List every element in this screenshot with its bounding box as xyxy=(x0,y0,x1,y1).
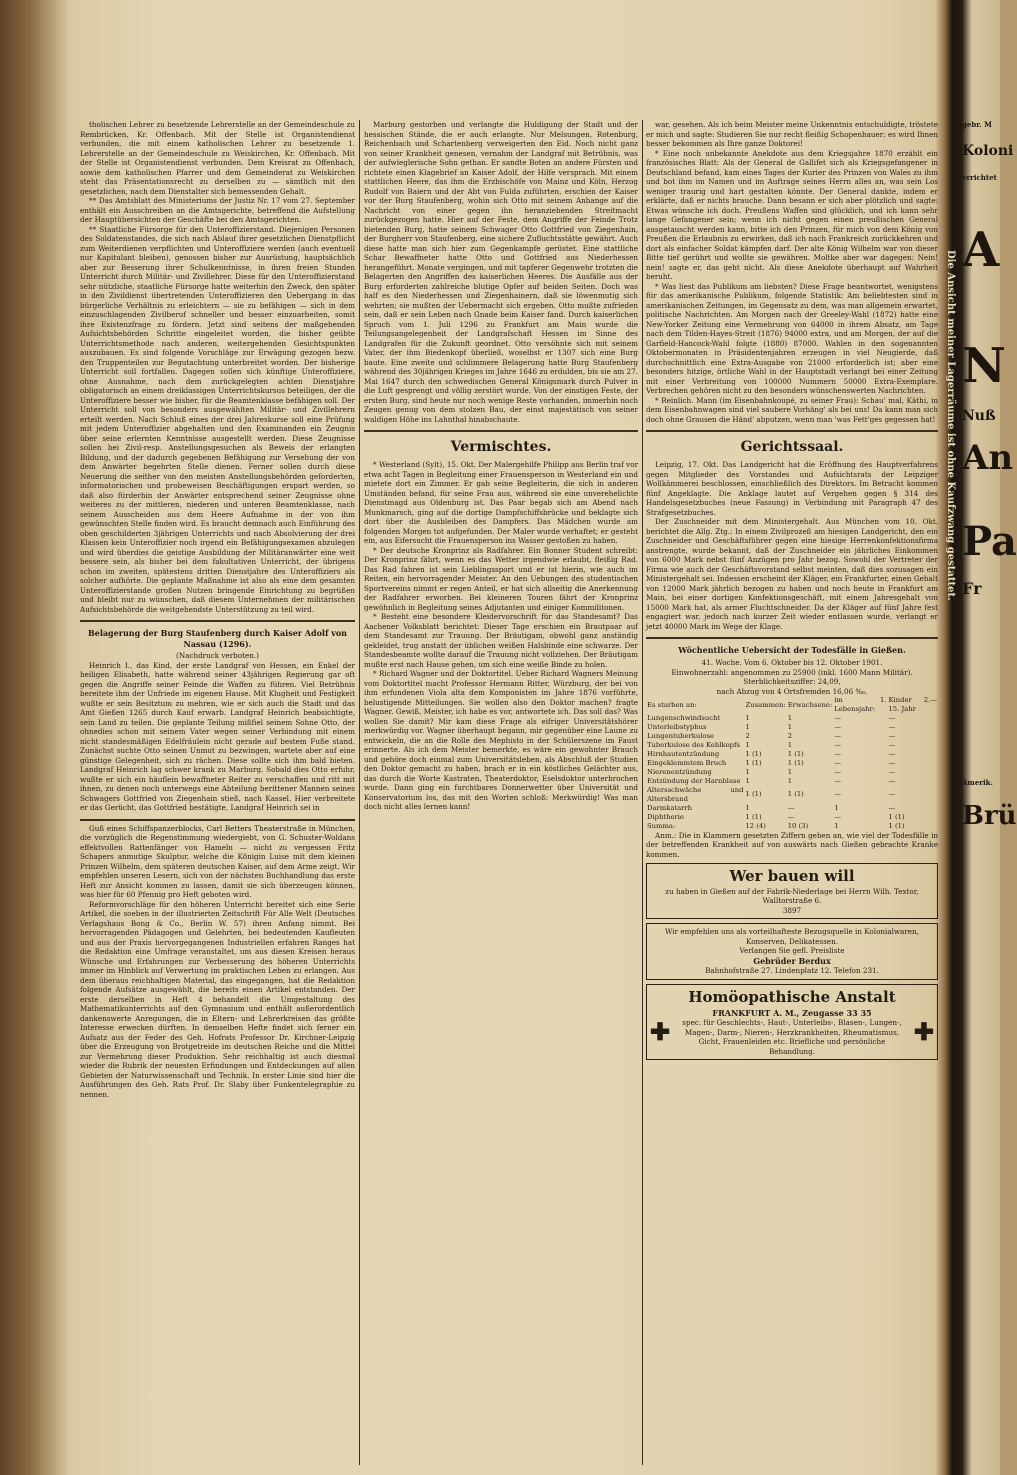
margin-text: Pa xyxy=(962,518,1017,565)
ad-title: Homöopathische Anstalt xyxy=(688,987,896,1006)
paragraph: Reformvorschläge für den höheren Unterricht bereitet sich eine Serie Artikel, die soeben in der illustrierten Zeitschrift Für Alle Welt (Deutsches Verlagshaus Bong & Co., Berlin W. 57) ihren Anfang nimmt. Bei hervorragenden Pädagogen und Gelehrten, bei bedeutenden Kaufleuten und aus der Praxis hervorgegangenen Industriellen erfahren Ranges hat die Redaktion eine Umfrage veranstaltet, um aus diesen Kreisen heraus Wünsche und Erfahrungen zur Verbesserung des höheren Unterrichts immer im Hinblick auf Verwertung im praktischen Leben zu erlangen. Aus dem überaus reichhaltigen Material, das eingegangen, hat die Redaktion folgende Aufsätze ausgewählt, die bereits einen Artikel entstanden. Der erste derselben in Heft 4 behandelt die Umgestaltung des Mathematikunterrichts auf den Gymnasium und enthält außerordentlich dankenswerte Anregungen, die in Eltern- und Lehrerkreisen das größte Interesse erwecken dürften. In demselben Hefte findet sich ferner ein Aufsatz aus der Feder des Geh. Hofrats Professor Dr. Kirchner-Leipzig über die Erzeugung von Brotgetreide im deutschen Reiche und die Mittel zur Vermehrung dieser Produktion. Sehr reichhaltig ist auch diesmal wieder die Rubrik der neuesten Erfindungen und Entdeckungen auf allen Gebieten der Naturwissenschaft und Technik. In erster Linie sind hier die Ausführungen des Geh. Rats Prof. Dr. Slaby über Funkentelegraphie zu nennen. xyxy=(80,899,355,1099)
column-rule xyxy=(642,120,643,1465)
table-cell: Altersschwäche und Altersbrand xyxy=(647,785,744,803)
table-cell: Diphtherie xyxy=(647,812,684,821)
table-row xyxy=(646,723,938,732)
table-cell: — xyxy=(888,722,896,731)
column-1 xyxy=(80,120,355,1465)
table-cell: — xyxy=(834,731,841,740)
table-cell: Lungentuberkulose xyxy=(647,731,715,740)
table-cell: 1 xyxy=(745,740,750,749)
divider xyxy=(80,819,355,821)
table-cell: — xyxy=(834,790,841,799)
table-cell: 1 xyxy=(745,776,750,785)
ad-address: Bahnhofstraße 27. Lindenplatz 12. Telefon 231. xyxy=(705,966,879,976)
advertisement-grocer xyxy=(646,923,938,980)
paragraph: ** Staatliche Fürsorge für den Unteroffizierstand. Diejenigen Personen des Soldatenstandes, die sich nach Ablauf ihrer gesetzlichen Dienstpflicht zum Weiterdienen verpflichten und Unteroffiziere werden (auch eventuell nur Kapitulant bleiben), genossen bisher zur Ausrüstung, hauptsächlich aber zur Besserung ihrer Schulkenntnisse, in ihren freien Stunden Unterricht durch Militär- und Zivillehrer. Diese für den Unteroffizierstand sehr nützliche, staatliche Fürsorge hatte weiterhin den Zweck, den später in den Zivildienst übertretenden Unteroffizieren den Uebergang in das bürgerliche Verhältnis zu erleichtern — sie zu befähigen — sich in dem einzuschlagenden Zivilberuf schneller und besser einzuarbeiten, somit ihre Existenzfrage zu fördern. Jetzt sind seitens der maßgebenden Aufsichtsbehörden Schritte eingeleitet worden, die bisher geübte Unterrichtsmethode nach anderen, weitergehenden Gesichtspunkten auszubauen. Es sind folgende Vorschläge zur Erwägung gezogen bezw. den Truppenteilen zur Begutachtung unterbreitet worden. Der bisherige Unterricht soll fortfallen. Dagegen sollen sich künftige Unteroffiziere, ohne Ausnahme, nach dem zurückgelegten achten Dienstjahre obligatorisch an einem dreiklassigen Unterrichtskursus beteiligen, der die Unteroffiziere besser wie bisher, für die Beamtenklasse befähigen soll. Der Unterricht soll von besonders ausgewählten Militär- und Zivillehrern erteilt werden. Nach Schluß eines der drei Jahreskurse soll eine Prüfung mit jedem Unteroffizier abgehalten und den Examinanden ein Zeugnis über seine erlernten Kenntnisse ausgestellt werden. Diese Zeugnisse sollen bei Zivil-resp. Anstellungsgesuchen als Beweis der erlangten Bildung, und der dadurch gegebenen Befähigung zur Versehung der von dem Anwärter begehrten Stelle dienen. Ferner sollen durch diese Neuerung die seither von den meisten Anstellungsbehörden geforderten, informatorischen und probeweisen Beschäftigungen erspart werden, so daß also fürderhin der Anwärter entsprechend seiner Zeugnisse ohne weiteres zu der mittleren, niederen und unteren Beamtenklasse, nach seinem Ausscheiden aus dem Heere Aufnahme in der von ihm gewünschten Stelle finden wird. Es braucht demnach auch Einführung des oben geschilderten 3jährigen Unterrichts und nach Absolvierung der drei Klassen kein Unteroffizier noch irgend ein Befähigungsexamen abzulegen und wird überdies die geistige Ausbildung der Militäranwärter eine weit bessere sein, als bisher bei dem fakultativen Unterricht, der übrigens schon im zweiten, spätestens dritten Dienstjahre des Unteroffiziers als solcher aufhörte. Die geplante Maßnahme ist also als eine dem gesamten Unteroffizierstande großen Nutzen bringende Einrichtung zu begrüßen und bleibt nur zu wünschen, daß diesem Unternehmen der militärischen Aufsichtsbehörde die weitgehendste Unterstützung zu teil wird. xyxy=(80,224,355,614)
table-cell: 1 xyxy=(787,767,793,776)
table-row xyxy=(646,822,938,831)
story-note: (Nachdruck verboten.) xyxy=(176,651,259,661)
table-cell: 1 (1) xyxy=(745,790,762,799)
table-cell: — xyxy=(834,740,841,749)
table-row xyxy=(646,777,938,786)
table-cell: — xyxy=(787,812,795,821)
deaths-population-note: nach Abzug von 4 Ortsfremden 16,06 ‰. xyxy=(716,686,868,696)
table-cell: 12 (4) xyxy=(745,821,766,830)
table-cell: 2 xyxy=(787,731,793,740)
table-row xyxy=(646,759,938,768)
deaths-population: Einwohnerzahl: angenommen zu 25900 (inkl. 1600 Mann Militär). Sterblichkeitsziffer: 24,09, xyxy=(671,667,913,687)
table-cell: Darmkatarrh xyxy=(647,803,693,812)
margin-text: A xyxy=(962,222,1000,278)
table-cell: 1 xyxy=(745,713,750,722)
paragraph: Guß eines Schiffspanzerblocks, Carl Betters Theaterstraße in München, die vorzüglich die Regenstimmung wiedergiebt, von G. Schuster-Woldans effektvollen Rattenfänger von Hameln — nicht zu vergessen Fritz Schapers anmutige Skulptur, welche die Königin Luise mit dem kleinen Prinzen Wilhelm, dem späteren deutschen Kaiser, auf dem Arme zeigt. Wir empfehlen unseren Lesern, sich von der nächsten Buchhandlung das erste Heft zur Ansicht kommen zu lassen, damit sie sich überzeugen können, was hier für 60 Pfennig pro Heft geboten wird. xyxy=(80,823,355,900)
margin-text: Fr xyxy=(962,579,982,598)
margin-text: Koloni xyxy=(962,143,1014,159)
table-cell: — xyxy=(888,790,896,799)
table-header-row xyxy=(646,696,938,714)
ad-text: spec. für Geschlechts-, Haut-, Unterleibs-, Blasen-, Lungen-, Magen-, Darm-, Nieren-, Herzkrankheiten, Rheumatismus, Gicht, Frauenleiden etc. Briefliche und persönliche Behandlung. xyxy=(682,1018,902,1056)
table-cell: Summa: xyxy=(647,821,676,830)
paragraph: * Was liest das Publikum am liebsten? Diese Frage beantwortet, wenigstens für das amerikanische Publikum, folgende Statistik: Am beliebtesten sind in amerikanischen Zeitungen, im Gegensatz zu dem, was man allgemein erwartet, politische Nachrichten. Am Morgen nach der Greeley-Wahl (1872) hatte eine New-Yorker Zeitung eine Vermehrung von 64000 in ihrem Absatz, am Tage nach dem Tilden-Hayes-Streit (1876) 94000 extra, und am Morgen, der auf die Garfield-Hancock-Wahl folgte (1880) 87000. Wahlen in den sogenannten Oktobermonaten in Präsidentenjahren erzeugen in viel Neugierde, daß durchschnittlich eine Extra-Ausgabe von 21000 erforderlich ist; aber eine besonders hitzige, örtliche Wahl in der Hauptstadt verlangt bei einer Zeitung mit einer Verbreitung von 100000 Nummern 50000 Extra-Exemplare. Verbrechen gehören nicht zu den besonders wünschenswerten Nachrichten. xyxy=(646,281,938,395)
cross-icon: ✚ xyxy=(650,1016,671,1046)
table-row xyxy=(646,732,938,741)
ad-text: Verlangen Sie gefl. Preisliste xyxy=(739,946,845,956)
paragraph: tholischen Lehrer zu besetzende Lehrerstelle an der Gemeindeschule zu Rembrücken, Kr. Offenbach. Mit der Stelle ist Organistendienst verbunden, die mit einem katholischen Lehrer zu besetzende 1. Lehrerstelle an der Gemeindeschule zu Weiskirchen, Kr. Offenbach. Mit der Stelle ist Organistendienst verbunden. Dem Kreisrat zu Offenbach, sowie dem katholischen Pfarrer und dem Gemeinderat zu Weiskirchen steht das Präsentationsrecht zu derselben zu — sämtlich mit den gesetzlichen, nach dem Dienstalter sich bemessenden Gehalt. xyxy=(80,120,355,196)
table-cell: 1 xyxy=(787,740,793,749)
table-cell: — xyxy=(888,767,896,776)
margin-text: errichtet xyxy=(962,173,997,182)
paragraph: * Eine noch unbekannte Anekdote aus dem Kriegsjahre 1870 erzählt ein französisches Blatt: Als der General de Gallifet sich als Kriegsgefangener in Deutschland befand, kam eines Tages der Kurier des Prinzen von Wales zu ihm und bot ihm im Namen und im Auftrage seines Herrn alles an, was sein Los weniger traurig und hart gestalten könnte. Der General dankte, indem er erklärte, daß er nichts brauche. Dann besann er sich aber plötzlich und sagte: Etwas wünsche ich doch. Preußens Waffen sind glücklich, und ich kann sehr lange Gefangener sein; wenn ich nicht gegen einen preußischen General ausgetauscht werden kann, bitte ich den Prinzen, für mich von dem König von Preußen die Erlaubnis zu erwirken, daß ich nach Frankreich zurückkehren und dort als einfacher Soldat kämpfen darf. Der alte König Wilhelm war von dieser Bitte tief gerührt und wollte sie gewähren. Moltke aber war dagegen: Nein! nein! sagte er, das geht nicht. Als diese Anekdote überhaupt auf Wahrheit beruht. xyxy=(646,148,938,281)
deaths-report xyxy=(646,645,938,859)
table-cell: — xyxy=(834,722,841,731)
table-cell: — xyxy=(834,767,841,776)
table-cell: 1 (1) xyxy=(745,758,762,767)
table-cell: — xyxy=(787,803,795,812)
deaths-table xyxy=(646,696,938,831)
deaths-week: 41. Woche. Vom 6. Oktober bis 12. Oktober 1901. xyxy=(701,658,883,668)
margin-text: Amerik. xyxy=(962,778,993,787)
table-cell: 10 (3) xyxy=(787,821,809,830)
newspaper-page xyxy=(80,120,938,1465)
column-header: Es starben an: xyxy=(647,700,697,709)
deaths-title: Wöchentliche Uebersicht der Todesfälle in Gießen. xyxy=(678,645,906,656)
table-cell: Lungenschwindsucht xyxy=(647,713,721,722)
ad-number: 3897 xyxy=(782,905,802,915)
table-cell: — xyxy=(888,803,896,812)
deaths-table-body xyxy=(646,714,938,831)
advertisement-builder xyxy=(646,863,938,919)
table-cell: 1 (1) xyxy=(888,821,905,830)
divider xyxy=(80,620,355,622)
column-header: Erwachsene: xyxy=(787,700,833,709)
table-cell: — xyxy=(834,758,841,767)
table-cell: — xyxy=(888,776,896,785)
table-cell: 1 (1) xyxy=(787,749,804,758)
table-cell: Eingeklemmtem Bruch xyxy=(647,758,727,767)
table-cell: 1 (1) xyxy=(745,812,762,821)
table-cell: Nierenentzündung xyxy=(647,767,712,776)
paragraph: war, gesehen. Als ich beim Meister meine Unkenntnis entschuldigte, tröstete er mich und sagte: Studieren Sie nur recht fleißig Schopenhauer; es wird Ihnen besser bekommen als Ihre ganze Doktorei! xyxy=(646,120,938,148)
column-3 xyxy=(646,120,938,1465)
paragraph: Leipzig, 17. Okt. Das Landgericht hat die Eröffnung des Hauptverfahrens gegen Mitglieder des Vorstandes und Aufsichtsrats der Leipziger Wollkämmerei beschlossen, einschließlich des Direktors. Im Betracht kommen fünf Angeklagte. Die Anklage lautet auf Vergehen gegen § 314 des Handelsgesetzbuches (neue Fassung) in Verbindung mit Paragraph 47 des Strafgesetzbuches. xyxy=(646,460,938,517)
story-title: Belagerung der Burg Staufenberg durch Kaiser Adolf von Nassau (1296). xyxy=(87,628,347,649)
divider xyxy=(646,430,938,432)
right-margin-ads xyxy=(962,120,1017,1420)
table-cell: — xyxy=(834,812,841,821)
table-cell: — xyxy=(888,749,896,758)
table-cell: — xyxy=(834,749,841,758)
column-rule xyxy=(359,120,360,1465)
section-title: Gerichtssaal. xyxy=(740,439,844,455)
deaths-note: Anm.: Die in Klammern gesetzten Ziffern geben an, wie viel der Todesfälle in der betreffenden Krankheit auf von auswärts nach Gießen gebrachte Kranke kommen. xyxy=(646,830,938,859)
table-row xyxy=(646,786,938,804)
column-header: im 1. Lebensjahr: xyxy=(834,696,887,713)
table-cell: 2 xyxy=(745,731,750,740)
table-cell: 1 xyxy=(834,803,839,812)
paragraph: * Westerland (Sylt), 15. Okt. Der Malergehilfe Philipp aus Berlin traf vor etwa acht Tagen in Begleitung einer Frauensperson in Westerland ein und mietete dort ein Zimmer. Er gab seine Begleiterin, die sich in anderen Umständen befand, für seine Frau aus, während sie eine unverehelichte Dienstmagd aus Oldenburg ist. Das Paar begab sich am Abend nach Munkmarsch, ging auf die dortige Dampfschiffsbrücke und beklagte sich dort über die Ausbleiben des Dampfers. Das Mädchen wurde am folgenden Morgen tot aufgefunden. Der Maler wurde verhaftet; er gesteht ein, aus Eifersucht die Frauensperson ins Wasser gestoßen zu haben. xyxy=(364,460,638,546)
table-cell: Tuberkulose des Kehlkopfs xyxy=(647,740,741,749)
section-title: Vermischtes. xyxy=(450,439,552,455)
table-row xyxy=(646,768,938,777)
table-cell: 1 xyxy=(787,713,793,722)
table-cell: 1 xyxy=(745,767,750,776)
paragraph: * Richard Wagner und der Doktortitel. Ueber Richard Wagners Meinung vom Doktortitel macht Professor Hermann Ritter, Würzburg, der bei von ihm erfundenen Viola alta dem Komponisten im Jahre 1876 vorführte, belustigende Mitteilungen. Sie wollen also den Doktor machen? fragte Wagner. Gewiß, Meister, ich habe es vor, antwortete ich. Das soll das? Was wollen Sie damit? Mir kam diese Frage als eifriger Universitätshörer merkwürdig vor. Wagner überhaupt begann, mir gegenüber eine Laune zu entwickeln, die an die Rolle des Mephisto in der Schülerszene im Faust erinnerte. Als ich dem Meister bemerkte, es wäre ein gewohnter Brauch und gehöre doch einmal zum Universitätsleben, als Abschluß der Studien den Doktor gemacht zu haben, brach er in ein köstliches Gelächter aus, das durch die Worte Kastraten, Theaterdoktor, Eselsdoktor unterbrochen wurde. Dann ging ein furchtbares Donnerwetter über Universität und Konservatorium los, das mit den Worten schloß: Merkwürdig! Was man doch nicht alles lernen kann! xyxy=(364,669,638,812)
paragraph: ** Das Amtsblatt des Ministeriums der Justiz Nr. 17 vom 27. September enthält ein Ausschreiben an die Amtsgerichte, betreffend die Aufstellung der Hauptübersichten der Geschäfte bei den Amtsgerichten. xyxy=(80,196,355,224)
table-cell: — xyxy=(888,731,896,740)
paragraph: Der Zuschneider mit dem Ministergehalt. Aus München vom 10. Okt. berichtet die Allg. Ztg.: In einem Zivilprozeß am hiesigen Landgericht, den ein Zuschneider und Geschäftsführer gegen eine hiesige Herrenkonfektionsfirma anstrengte, wurde bekannt, daß der Zuschneider ein jährliches Einkommen von 6000 Mark nebst fünf Anzügen pro Jahr bezog. Sowohl der Vertreter der Firma wie auch der Geschäftsvorstand selbst meinten, daß dies sozusagen ein Ministergehalt sei. Indessen erscheint der Kläger, ein Frankfurter, einen Gehalt von 12000 Mark jährlich bezogen zu haben und noch heute in Frankfurt am Main, bei einer dortigen Konfektionsgeschäft, mit einem Jahresgehalt von 15000 Mark hat, als armer Fluchtschneider. Da der Kläger auf fünf Jahre fest engagiert war, jedoch nach kurzer Zeit wieder entlassen wurde, verlangt er jetzt 40000 Mark im Wege der Klage. xyxy=(646,517,938,631)
advertisement-homeopathy xyxy=(646,984,938,1060)
table-cell: 1 (1) xyxy=(888,812,905,821)
margin-text: Nuß xyxy=(962,408,996,424)
table-cell: — xyxy=(834,776,841,785)
cross-icon: ✚ xyxy=(913,1016,934,1046)
margin-text: Brü xyxy=(962,801,1017,831)
paragraph: * Reinlich. Mann (im Eisenbahnkoupé, zu seiner Frau): Schau' mal, Käthi, in dem Eisenbahnwagen sind viel saubere Vorhäng' als bei uns! Da kann man sich doch ohne Grausen die Händ' abputzen, wenn man 'was Fett'ges gegessen hat! xyxy=(646,395,938,424)
column-header: Zusammen: xyxy=(745,700,786,709)
table-row xyxy=(646,741,938,750)
table-cell: — xyxy=(888,713,896,722)
table-cell: — xyxy=(888,740,896,749)
ad-slogan: Wer bauen will xyxy=(729,867,855,886)
table-row xyxy=(646,813,938,822)
table-row xyxy=(646,750,938,759)
table-cell: — xyxy=(834,713,841,722)
column-header: Kinder 2.—15. Jahr xyxy=(888,696,937,713)
margin-text: gebr. M xyxy=(962,120,992,129)
ad-firm: Gebrüder Berdux xyxy=(753,955,831,966)
margin-text: An xyxy=(962,438,1014,478)
table-cell: Entzündung der Harnblase xyxy=(647,776,741,785)
ad-text: zu haben in Gießen auf der Fabrik-Niederlage bei Herrn Wilh. Textor, Walltorstraße 6. xyxy=(665,886,919,906)
paragraph: * Besteht eine besondere Kleidervorschrift für das Standesamt? Das Aachener Volksblatt berichtet: Dieser Tage erschien ein Brautpaar auf dem Standesamt zur Trauung. Der Bräutigam, obwohl ganz anständig gekleidet, trug anstatt der üblichen weißen Halsbinde eine schwarze. Der Standesbeamte wollte darauf die Trauung nicht vollziehen. Der Bräutigam mußte erst nach Hause gehen, um sich eine weiße Binde zu holen. xyxy=(364,612,638,669)
table-cell: Unterleibstyphus xyxy=(647,722,707,731)
table-cell: 1 xyxy=(745,722,750,731)
vertical-banner: Die Ansicht meiner Lagerräume ist ohne Kaufzwang gestattet. xyxy=(945,250,956,601)
column-2 xyxy=(364,120,638,1465)
table-cell: 1 xyxy=(745,803,750,812)
table-row xyxy=(646,804,938,813)
table-cell: 1 xyxy=(834,821,839,830)
table-row xyxy=(646,714,938,723)
table-cell: 1 xyxy=(787,722,793,731)
paragraph: Heinrich I., das Kind, der erste Landgraf von Hessen, ein Enkel der heiligen Elisabeth, hatte während seiner 43jährigen Regierung gar oft gegen die Angriffe seiner Feinde die Waffen zu führen. Viel Betrübnis bereitete ihm der Unfriede im eigenen Hause. Mit Klugheit und Festigkeit wußte er sein Besitztum zu mehren, wie er sich auch die Stadt und das Amt Gießen 1265 durch Kauf erwarb. Landgraf Heinrich beabsichtigte, sein Land zu teilen. Die geplante Teilung mißfiel seinem Sohne Otto, der ohnedies schon mit seinem Vater wegen seiner Verbindung mit einem nicht standesmäßigen Edelfräulein nicht gerade auf bestem Fuße stand. Zunächst suchte Otto seinen Unmut zu bezwingen, wartete aber auf eine günstige Gelegenheit, sich zu rächen. Diese sollte sich ihm bald bieten. Landgraf Heinrich lag schwer krank zu Marburg. Sobald dies Otto erfuhr, wußte er sich ein häuflein bewaffneter Reiter zu verschaffen und ritt mit ihnen, zu denen noch unterwegs eine Abteilung berittener Mannen seines Schwagers Gottfried von Ziegenhain stieß, nach Kassel. Hier verbreitete er das Gerücht, das Gottfried bestätigte, Landgraf Heinrich sei in xyxy=(80,660,355,813)
ad-text: Wir empfehlen uns als vorteilhafteste Bezugsquelle in Kolonialwaren, Konserven, Delikatessen. xyxy=(665,927,919,946)
divider xyxy=(364,430,638,432)
table-cell: 1 (1) xyxy=(787,758,804,767)
margin-text: N xyxy=(962,338,1006,394)
ad-city: FRANKFURT A. M., Zeugasse 33 35 xyxy=(712,1007,872,1018)
table-cell: 1 (1) xyxy=(745,749,762,758)
table-cell: 1 xyxy=(787,776,793,785)
table-cell: 1 (1) xyxy=(787,790,804,799)
table-cell: Hirnhautentzündung xyxy=(647,749,720,758)
paragraph: Marburg gestorben und verlangte die Huldigung der Stadt und der hessischen Stände, die er auch erlangte. Nur Melsungen, Rotenburg, Reichenbach und Schartenberg verweigerten den Eid. Noch nicht ganz von seiner Krankheit genesen, vernahm der Landgraf mit Betrübnis, was der aufwieglerische Sohn gethan. Er sandte Boten an andere Fürsten und richtete einen Klagebrief an Kaiser Adolf, der Hilfe versprach. Mit einem stattlichen Heere, das ihm die Erzbischöfe von Mainz und Köln, Herzog Rudolf von Baiern und der Abt von Fulda zuführten, erschien der Kaiser vor der Burg Staufenberg, wohin sich Otto mit seinem Anhange auf die Nachricht von einer gegen ihn heranziehenden Streitmacht zurückgezogen hatte. Hier auf der Feste, dem Angriffe der Feinde Trotz bietenden Burg, hatte seinem Schwager Otto Gottfried von Ziegenhain, der Burgherr von Staufenberg, eine sichere Zufluchtsstätte gewährt. Auch diese hatte man sich hier zum Gegenkampfe gerüstet. Eine stattliche Schar Bewaffneter hatte Otto und Gottfried aus Niederhessen herangeführt. Monate vergingen, und mit tapferer Gegenwehr trotzten die Belagerten den Angriffen des kaiserlichen Heeres. Die Ausfälle aus der Burg erforderten zahlreiche blutige Opfer auf beiden Seiten. Doch was half es den Niederhessen und Ziegenhainern, daß sie löwenmutig sich wehrten; sie mußten der Uebermacht sich ergeben. Otto mußte zufrieden sein, daß er sein Leben nach Gnade beim Kaiser fand. Durch kaiserlichen Spruch vom 1. Juli 1296 zu Frankfurt am Main wurde die Teilungsangelegenheit der Landgrafschaft Hessen im Sinne des Landgrafen für die Zukunft geordnet. Otto versöhnte sich mit seinem Vater, der ihm Biedenkopf überließ, woselbst er 1307 sich eine Burg baute. Eine zweite und schlimmere Belagerung hatte Burg Staufenberg während des 30jährigen Krieges im Jahre 1646 zu erdulden, bis sie am 27. Mai 1647 durch den schwedischen General Königsmark durch Pulver in die Luft gesprengt und völlig zerstört wurde. Von der einstigen Feste, der ersten Burg, sind heute nur noch wenige Reste vorhanden, immerhin noch Zeugen genug von dem stolzen Bau, der einst majestätisch von seiner waldigen Höhe ins Lahnthal hinabschaute. xyxy=(364,120,638,424)
divider xyxy=(646,637,938,639)
paragraph: * Der deutsche Kronprinz als Radfahrer. Ein Bonner Student schreibt: Der Kronprinz fährt, wenn es das Wetter irgendwie erlaubt, fleißig Rad. Das Rad fahren ist sein Lieblingssport und er ist hierin, wie auch im Reiten, ein hervorragender Meister. An den Uebungen des studentischen Sportvereins nimmt er regen Anteil, er hat sich allseitig die Anerkennung der Radfahrer erworben. Bei kleineren Touren fährt der Kronprinz gewöhnlich in Begleitung seines Adjutanten und einiger Kommilitonen. xyxy=(364,545,638,612)
table-cell: — xyxy=(888,758,896,767)
